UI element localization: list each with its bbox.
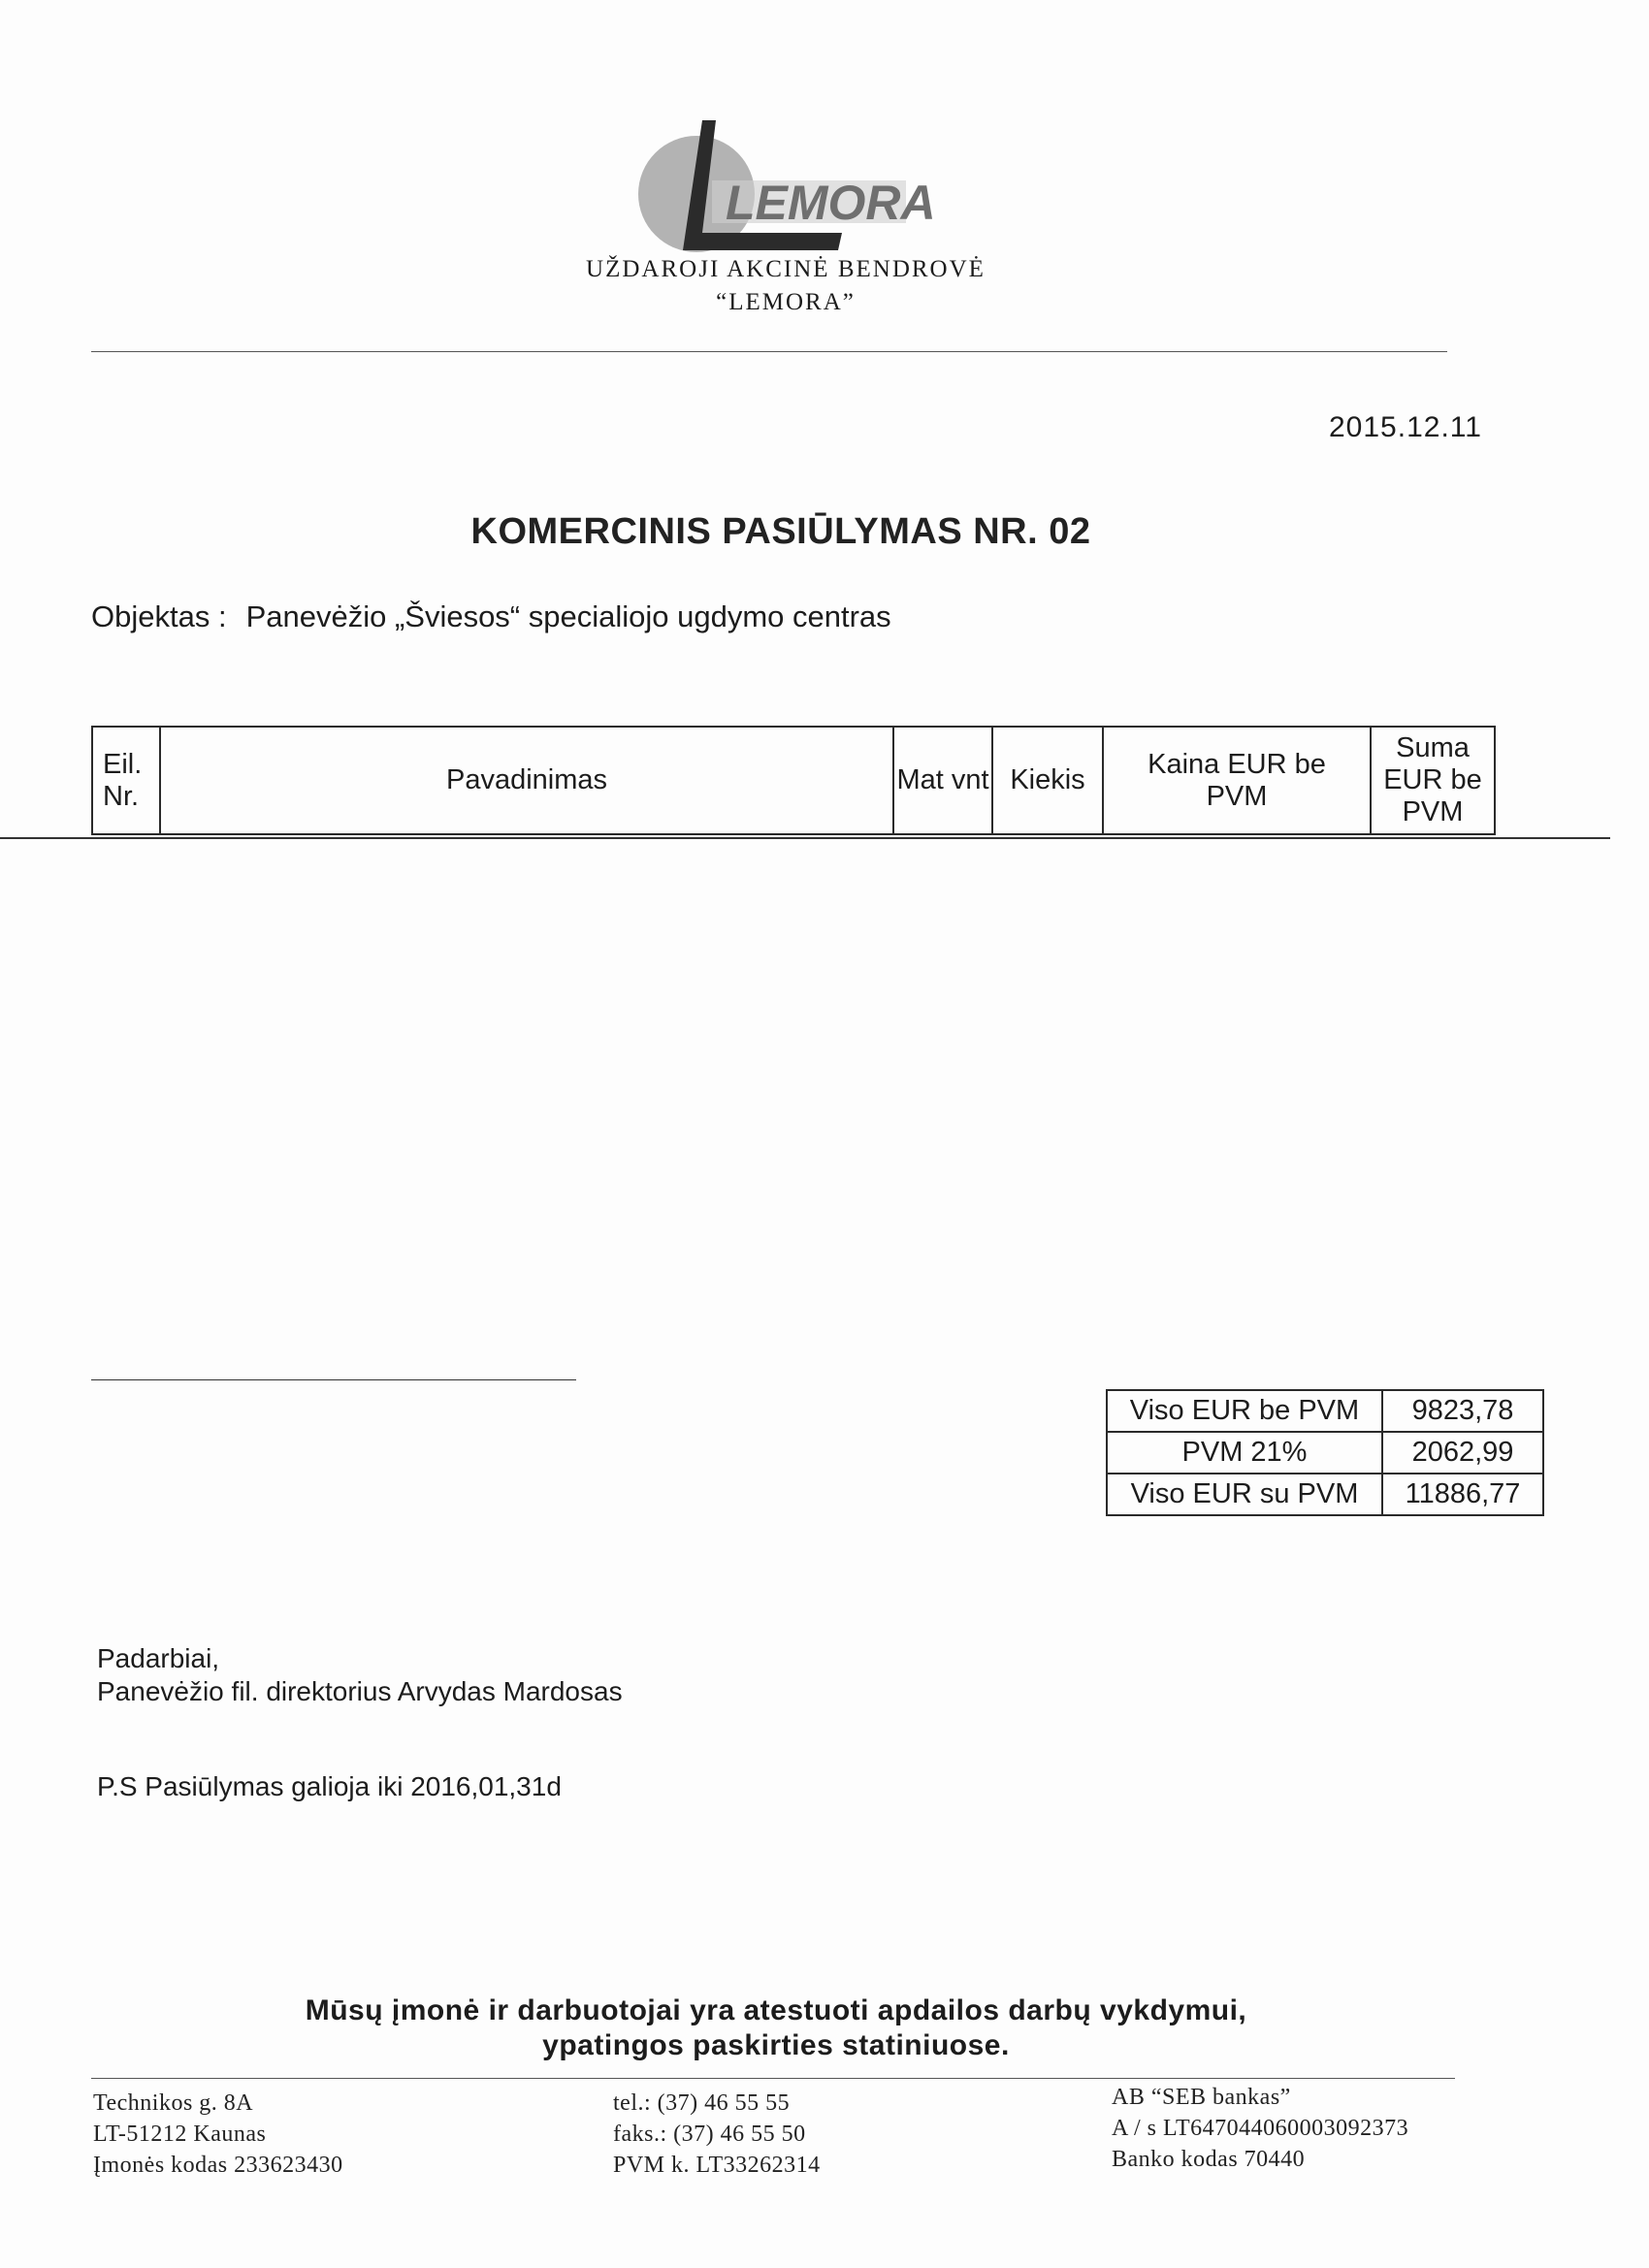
object-label: Objektas : [91,599,227,633]
items-table-header-row [92,727,1495,834]
page-seam-line [0,837,1610,839]
items-table [91,726,1496,835]
footer-bank: AB “SEB bankas” A / s LT647044060003092373 Banko kodas 70440 [1112,2085,1409,2172]
totals-table [1106,1389,1544,1516]
signature-name: Panevėžio fil. direktorius Arvydas Mardosas [97,1676,623,1706]
totals-row [1107,1474,1543,1515]
total-value: 9823,78 [1382,1390,1543,1432]
footer-divider [91,2078,1455,2079]
total-label: PVM 21% [1107,1432,1382,1474]
totals-row [1107,1390,1543,1432]
object-value: Panevėžio „Šviesos“ specialiojo ugdymo centras [245,599,891,633]
totals-row [1107,1432,1543,1474]
certification-line2: ypatingos paskirties statiniuose. [542,2029,1010,2061]
validity-note: P.S Pasiūlymas galioja iki 2016,01,31d [97,1771,562,1801]
col-sum: Suma EUR be PVM [1371,727,1495,834]
company-logo [619,109,939,264]
object-line [91,599,911,634]
page-seam-line-lower [91,1379,576,1380]
footer-address: Technikos g. 8A LT-51212 Kaunas Įmonės kodas 233623430 [93,2090,343,2178]
total-value: 11886,77 [1382,1474,1543,1515]
document-title: KOMERCINIS PASIŪLYMAS NR. 02 [470,511,1091,552]
col-unit: Mat vnt [893,727,992,834]
col-unit-price: Kaina EUR be PVM [1103,727,1371,834]
document-date: 2015.12.11 [1329,411,1482,443]
company-name-line2: “LEMORA” [716,289,856,315]
header-divider [91,351,1447,352]
footer-contacts: tel.: (37) 46 55 55 faks.: (37) 46 55 50 PVM k. LT33262314 [613,2090,821,2178]
total-value: 2062,99 [1382,1432,1543,1474]
certification-line1: Mūsų įmonė ir darbuotojai yra atestuoti apdailos darbų vykdymui, [305,1994,1247,2026]
col-row-number: Eil. Nr. [92,727,160,834]
company-name-line1: UŽDAROJI AKCINĖ BENDROVĖ [586,256,986,282]
logo-text: LEMORA [726,176,936,230]
total-label: Viso EUR su PVM [1107,1474,1382,1515]
col-quantity: Kiekis [992,727,1103,834]
total-label: Viso EUR be PVM [1107,1390,1382,1432]
signature-greeting: Padarbiai, [97,1643,220,1673]
col-name: Pavadinimas [160,727,893,834]
